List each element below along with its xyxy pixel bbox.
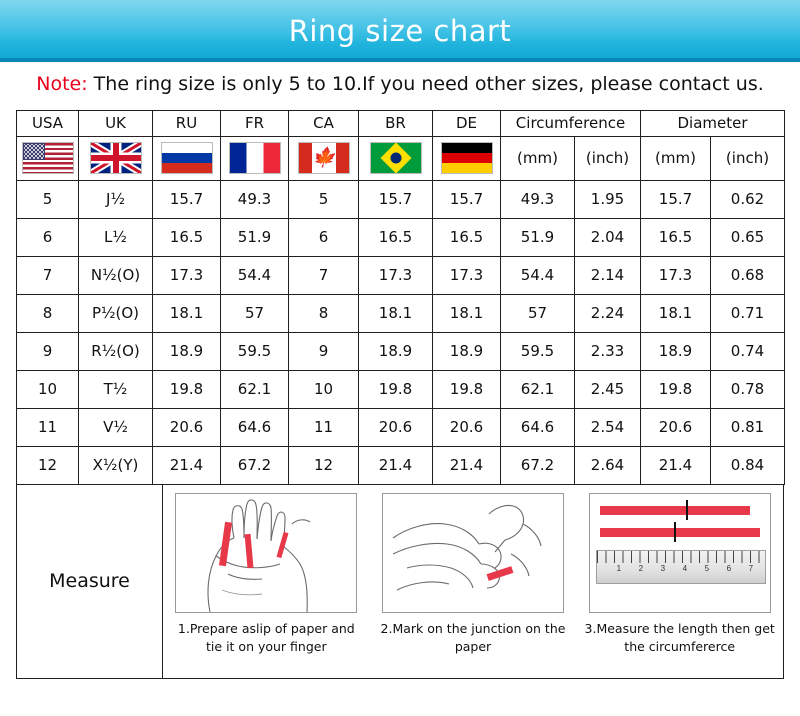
ruler-ticks	[597, 551, 765, 563]
col-header-ca: CA	[289, 110, 359, 136]
cell-uk: N½(O)	[79, 256, 153, 294]
cell-diameter-mm: 21.4	[641, 446, 711, 484]
flag-cell-ca	[289, 136, 359, 180]
cell-circumference-inch: 2.14	[575, 256, 641, 294]
measure-label: Measure	[17, 485, 163, 678]
cell-usa: 5	[17, 180, 79, 218]
flag-cell-de	[433, 136, 501, 180]
measure-step-1-caption: 1.Prepare aslip of paper and tie it on your finger	[177, 620, 355, 655]
cell-de: 21.4	[433, 446, 501, 484]
cell-usa: 6	[17, 218, 79, 256]
cell-diameter-inch: 0.84	[711, 446, 785, 484]
cell-uk: V½	[79, 408, 153, 446]
page-banner	[0, 0, 800, 62]
cell-usa: 7	[17, 256, 79, 294]
measure-step-1	[163, 485, 370, 678]
cell-br: 20.6	[359, 408, 433, 446]
cell-uk: R½(O)	[79, 332, 153, 370]
measure-step-3-caption: 3.Measure the length then get the circumfererce	[584, 620, 775, 655]
cell-circumference-inch: 2.33	[575, 332, 641, 370]
cell-fr: 62.1	[221, 370, 289, 408]
de-flag-icon	[441, 142, 493, 174]
unit-circumference-mm: (mm)	[501, 136, 575, 180]
cell-br: 21.4	[359, 446, 433, 484]
note-block	[0, 72, 800, 98]
cell-ca: 5	[289, 180, 359, 218]
br-flag-icon	[370, 142, 422, 174]
table-header-countries	[17, 110, 785, 136]
cell-circumference-mm: 62.1	[501, 370, 575, 408]
cell-circumference-inch: 2.64	[575, 446, 641, 484]
cell-ru: 18.9	[153, 332, 221, 370]
ruler	[596, 550, 766, 584]
cell-diameter-inch: 0.74	[711, 332, 785, 370]
table-row	[17, 256, 785, 294]
ca-flag-icon: 🍁	[298, 142, 350, 174]
measure-section	[16, 485, 784, 679]
cell-diameter-mm: 18.9	[641, 332, 711, 370]
cell-ru: 19.8	[153, 370, 221, 408]
cell-ru: 17.3	[153, 256, 221, 294]
measure-step-2-caption: 2.Mark on the junction on the paper	[380, 620, 566, 655]
ruler-number: 5	[704, 563, 710, 573]
cell-uk: P½(O)	[79, 294, 153, 332]
cell-de: 16.5	[433, 218, 501, 256]
cell-br: 16.5	[359, 218, 433, 256]
cell-diameter-mm: 16.5	[641, 218, 711, 256]
cell-fr: 51.9	[221, 218, 289, 256]
table-row	[17, 370, 785, 408]
cell-circumference-mm: 67.2	[501, 446, 575, 484]
cell-fr: 49.3	[221, 180, 289, 218]
ruler-number: 6	[726, 563, 732, 573]
cell-diameter-mm: 18.1	[641, 294, 711, 332]
cell-diameter-inch: 0.71	[711, 294, 785, 332]
unit-circumference-inch: (inch)	[575, 136, 641, 180]
cell-circumference-inch: 1.95	[575, 180, 641, 218]
cell-ca: 6	[289, 218, 359, 256]
mark-line-top	[686, 500, 688, 520]
cell-usa: 10	[17, 370, 79, 408]
cell-br: 15.7	[359, 180, 433, 218]
flag-cell-fr	[221, 136, 289, 180]
paper-strip-middle	[600, 528, 760, 537]
ruler-numbers	[597, 564, 765, 578]
cell-ru: 15.7	[153, 180, 221, 218]
table-row	[17, 408, 785, 446]
us-flag-icon	[22, 142, 74, 174]
cell-ca: 11	[289, 408, 359, 446]
cell-circumference-inch: 2.24	[575, 294, 641, 332]
cell-diameter-inch: 0.68	[711, 256, 785, 294]
cell-usa: 8	[17, 294, 79, 332]
cell-de: 18.1	[433, 294, 501, 332]
cell-diameter-mm: 17.3	[641, 256, 711, 294]
flag-cell-usa	[17, 136, 79, 180]
cell-usa: 12	[17, 446, 79, 484]
cell-fr: 64.6	[221, 408, 289, 446]
table-row	[17, 446, 785, 484]
ruler-number: 1	[616, 563, 622, 573]
uk-flag-icon	[90, 142, 142, 174]
fr-flag-icon	[229, 142, 281, 174]
cell-fr: 59.5	[221, 332, 289, 370]
col-header-usa: USA	[17, 110, 79, 136]
cell-usa: 11	[17, 408, 79, 446]
cell-diameter-inch: 0.62	[711, 180, 785, 218]
cell-circumference-mm: 57	[501, 294, 575, 332]
page-title: Ring size chart	[288, 14, 512, 48]
hand-with-paper-strip-illustration	[175, 493, 357, 613]
cell-circumference-mm: 49.3	[501, 180, 575, 218]
cell-de: 17.3	[433, 256, 501, 294]
cell-diameter-mm: 15.7	[641, 180, 711, 218]
flag-cell-br	[359, 136, 433, 180]
cell-ca: 10	[289, 370, 359, 408]
cell-uk: L½	[79, 218, 153, 256]
banner-underline	[0, 58, 800, 62]
ruler-number: 2	[638, 563, 644, 573]
note-label: Note:	[36, 73, 88, 95]
cell-fr: 54.4	[221, 256, 289, 294]
col-header-ru: RU	[153, 110, 221, 136]
table-row	[17, 180, 785, 218]
paper-strip-top	[600, 506, 750, 515]
hand-sketch-2	[383, 494, 564, 613]
ring-size-table	[16, 110, 785, 485]
cell-br: 18.1	[359, 294, 433, 332]
measure-step-2	[370, 485, 577, 678]
cell-circumference-inch: 2.45	[575, 370, 641, 408]
col-header-circumference: Circumference	[501, 110, 641, 136]
cell-de: 18.9	[433, 332, 501, 370]
col-header-diameter: Diameter	[641, 110, 785, 136]
ruler-number: 3	[660, 563, 666, 573]
cell-usa: 9	[17, 332, 79, 370]
cell-br: 18.9	[359, 332, 433, 370]
cell-ru: 18.1	[153, 294, 221, 332]
col-header-fr: FR	[221, 110, 289, 136]
cell-circumference-mm: 51.9	[501, 218, 575, 256]
flag-cell-ru	[153, 136, 221, 180]
col-header-uk: UK	[79, 110, 153, 136]
cell-de: 19.8	[433, 370, 501, 408]
hand-sketch-1	[176, 494, 357, 613]
cell-br: 17.3	[359, 256, 433, 294]
cell-circumference-mm: 59.5	[501, 332, 575, 370]
col-header-de: DE	[433, 110, 501, 136]
cell-br: 19.8	[359, 370, 433, 408]
flag-cell-uk	[79, 136, 153, 180]
cell-ru: 21.4	[153, 446, 221, 484]
cell-uk: T½	[79, 370, 153, 408]
cell-fr: 67.2	[221, 446, 289, 484]
cell-circumference-mm: 54.4	[501, 256, 575, 294]
table-row	[17, 332, 785, 370]
cell-ru: 16.5	[153, 218, 221, 256]
cell-diameter-inch: 0.65	[711, 218, 785, 256]
cell-ru: 20.6	[153, 408, 221, 446]
cell-circumference-inch: 2.54	[575, 408, 641, 446]
size-table-wrapper	[16, 110, 784, 485]
cell-ca: 12	[289, 446, 359, 484]
cell-uk: X½(Y)	[79, 446, 153, 484]
table-header-flags-units	[17, 136, 785, 180]
note-text: The ring size is only 5 to 10.If you need other sizes, please contact us.	[93, 73, 764, 95]
unit-diameter-mm: (mm)	[641, 136, 711, 180]
ruler-measuring-strip-illustration	[589, 493, 771, 613]
col-header-br: BR	[359, 110, 433, 136]
cell-de: 15.7	[433, 180, 501, 218]
measure-step-3	[576, 485, 783, 678]
cell-fr: 57	[221, 294, 289, 332]
cell-ca: 7	[289, 256, 359, 294]
cell-ca: 8	[289, 294, 359, 332]
cell-diameter-mm: 19.8	[641, 370, 711, 408]
unit-diameter-inch: (inch)	[711, 136, 785, 180]
cell-circumference-mm: 64.6	[501, 408, 575, 446]
measure-steps	[163, 485, 783, 678]
cell-uk: J½	[79, 180, 153, 218]
ruler-number: 7	[748, 563, 754, 573]
ru-flag-icon	[161, 142, 213, 174]
hand-marking-junction-illustration	[382, 493, 564, 613]
table-row	[17, 218, 785, 256]
cell-diameter-inch: 0.81	[711, 408, 785, 446]
ruler-number: 4	[682, 563, 688, 573]
cell-diameter-inch: 0.78	[711, 370, 785, 408]
mark-line-middle	[674, 522, 676, 542]
cell-de: 20.6	[433, 408, 501, 446]
cell-ca: 9	[289, 332, 359, 370]
table-row	[17, 294, 785, 332]
cell-circumference-inch: 2.04	[575, 218, 641, 256]
cell-diameter-mm: 20.6	[641, 408, 711, 446]
